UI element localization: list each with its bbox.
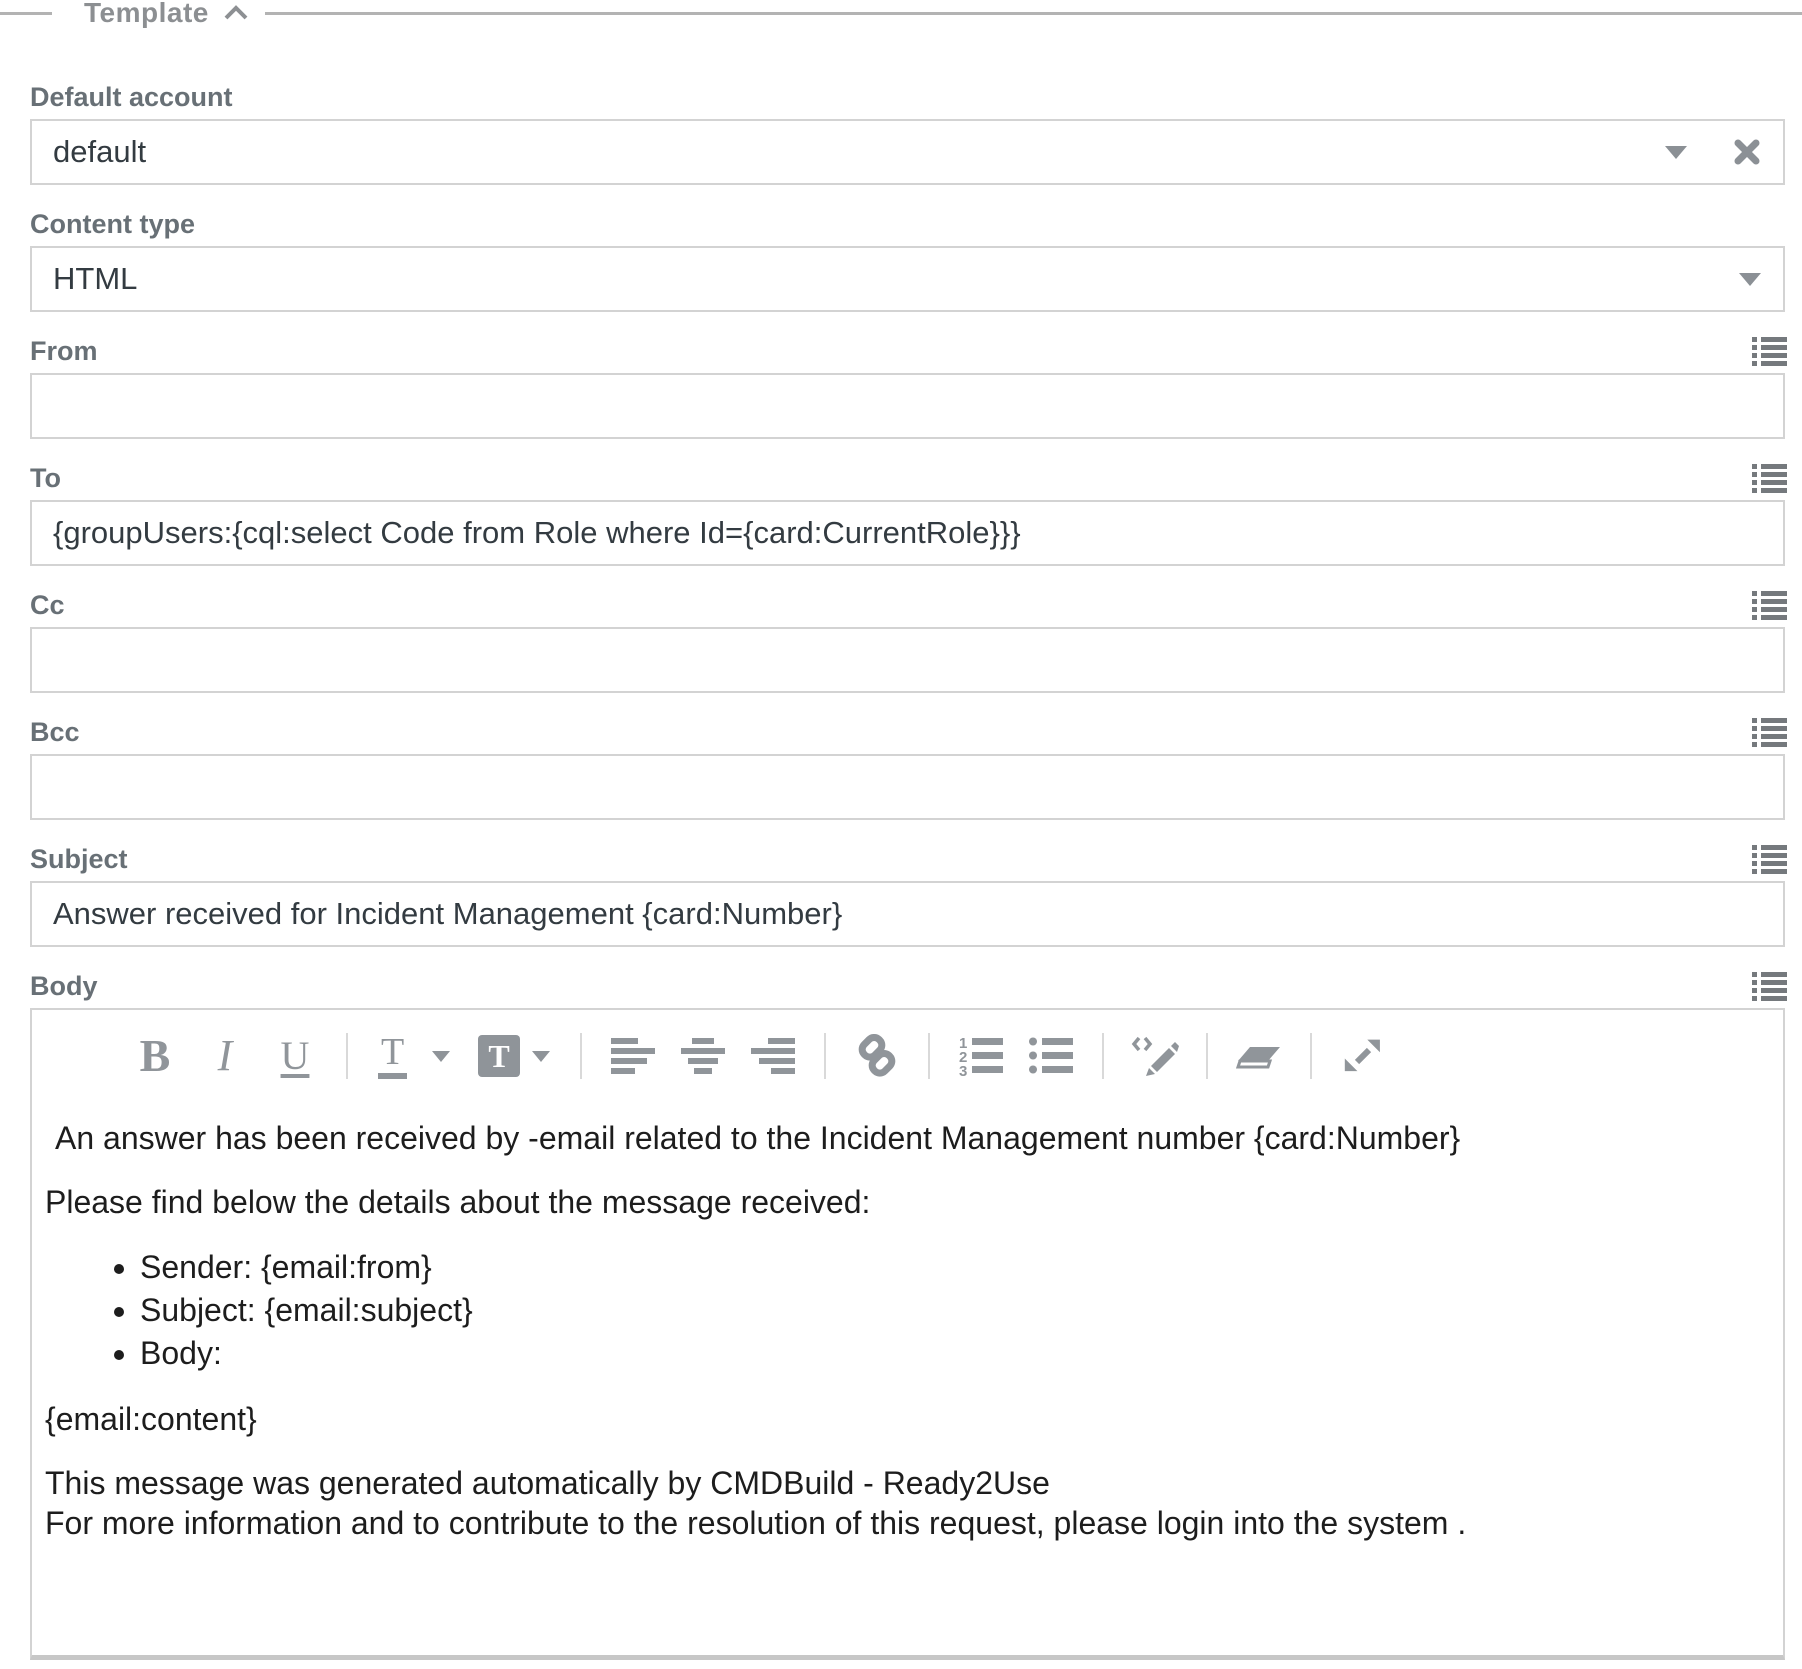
bcc-input[interactable] bbox=[30, 754, 1785, 820]
align-center-icon bbox=[681, 1038, 725, 1074]
from-input[interactable] bbox=[30, 373, 1785, 439]
to-template-vars-list-icon[interactable] bbox=[1752, 464, 1787, 493]
expand-icon bbox=[1343, 1036, 1383, 1076]
link-button[interactable] bbox=[852, 1028, 902, 1084]
svg-text:3: 3 bbox=[959, 1063, 968, 1076]
body-editor-content[interactable] bbox=[32, 1102, 1783, 1655]
content-type-combobox[interactable] bbox=[30, 246, 1785, 312]
underline-button[interactable] bbox=[270, 1028, 320, 1084]
to-label: To bbox=[30, 463, 61, 493]
font-color-icon: T bbox=[378, 1033, 407, 1079]
body-template-vars-list-icon[interactable] bbox=[1752, 972, 1787, 1001]
body-paragraph bbox=[45, 1463, 1759, 1543]
content-type-field bbox=[30, 210, 1785, 312]
toolbar-separator bbox=[580, 1033, 582, 1079]
align-right-button[interactable] bbox=[748, 1028, 798, 1084]
bcc-field bbox=[30, 718, 1785, 820]
from-template-vars-list-icon[interactable] bbox=[1752, 337, 1787, 366]
ordered-list-button[interactable] bbox=[956, 1028, 1006, 1084]
body-text-line: This message was generated automatically by CMDBuild - Ready2Use bbox=[45, 1465, 1050, 1501]
cc-template-vars-list-icon[interactable] bbox=[1752, 591, 1787, 620]
body-paragraph: Please find below the details about the message received: bbox=[45, 1184, 871, 1220]
eraser-icon bbox=[1236, 1039, 1282, 1073]
content-type-label: Content type bbox=[30, 209, 195, 239]
default-account-combobox[interactable] bbox=[30, 119, 1785, 185]
subject-input[interactable] bbox=[30, 881, 1785, 947]
chevron-down-icon bbox=[532, 1051, 550, 1062]
collapse-chevron-icon[interactable] bbox=[223, 5, 249, 21]
chevron-down-icon[interactable] bbox=[1665, 146, 1687, 159]
default-account-label: Default account bbox=[30, 82, 233, 112]
bold-icon: B bbox=[139, 1030, 171, 1081]
fieldset-border-line bbox=[0, 12, 52, 15]
unordered-list-icon bbox=[1029, 1036, 1073, 1076]
ordered-list-icon bbox=[959, 1036, 1003, 1076]
body-label: Body bbox=[30, 971, 98, 1001]
align-right-icon bbox=[751, 1038, 795, 1074]
toolbar-separator bbox=[928, 1033, 930, 1079]
editor-toolbar bbox=[32, 1010, 1783, 1102]
clear-icon[interactable] bbox=[1733, 138, 1761, 166]
bcc-label: Bcc bbox=[30, 717, 80, 747]
align-center-button[interactable] bbox=[678, 1028, 728, 1084]
to-input[interactable] bbox=[30, 500, 1785, 566]
default-account-value: default bbox=[53, 134, 147, 169]
subject-field bbox=[30, 845, 1785, 947]
toolbar-separator bbox=[1102, 1033, 1104, 1079]
align-left-icon bbox=[611, 1038, 655, 1074]
highlight-color-button[interactable] bbox=[474, 1028, 554, 1084]
source-edit-icon bbox=[1131, 1034, 1179, 1078]
bold-button[interactable] bbox=[130, 1028, 180, 1084]
toolbar-separator bbox=[824, 1033, 826, 1079]
link-icon bbox=[855, 1034, 899, 1078]
body-field bbox=[30, 972, 1785, 1660]
fieldset-border-line bbox=[265, 12, 1802, 15]
body-text-line: For more information and to contribute to the resolution of this request, please login into the system . bbox=[45, 1505, 1467, 1541]
toolbar-separator bbox=[346, 1033, 348, 1079]
toolbar-separator bbox=[1206, 1033, 1208, 1079]
italic-icon: I bbox=[217, 1031, 233, 1080]
fieldset-header bbox=[0, 0, 1802, 26]
subject-template-vars-list-icon[interactable] bbox=[1752, 845, 1787, 874]
default-account-field bbox=[30, 83, 1785, 185]
font-color-button[interactable] bbox=[374, 1028, 454, 1084]
content-type-value: HTML bbox=[53, 261, 138, 296]
subject-label: Subject bbox=[30, 844, 128, 874]
chevron-down-icon[interactable] bbox=[1739, 273, 1761, 286]
body-paragraph: An answer has been received by -email related to the Incident Management number {card:Number} bbox=[55, 1120, 1461, 1156]
highlight-color-icon: T bbox=[478, 1035, 520, 1077]
to-field bbox=[30, 464, 1785, 566]
underline-icon: U bbox=[280, 1033, 310, 1078]
italic-button[interactable] bbox=[200, 1028, 250, 1084]
body-bullet-item: • Sender: {email:from} bbox=[140, 1246, 1759, 1289]
cc-label: Cc bbox=[30, 590, 65, 620]
body-rich-text-editor bbox=[30, 1008, 1785, 1660]
svg-text:1: 1 bbox=[959, 1036, 968, 1052]
svg-text:2: 2 bbox=[959, 1049, 968, 1066]
body-bullet-item: • Subject: {email:subject} bbox=[140, 1289, 1759, 1332]
body-bullet-list bbox=[45, 1246, 1759, 1375]
unordered-list-button[interactable] bbox=[1026, 1028, 1076, 1084]
maximize-button[interactable] bbox=[1338, 1028, 1388, 1084]
chevron-down-icon bbox=[432, 1051, 450, 1062]
bcc-template-vars-list-icon[interactable] bbox=[1752, 718, 1787, 747]
clear-formatting-button[interactable] bbox=[1234, 1028, 1284, 1084]
cc-field bbox=[30, 591, 1785, 693]
cc-input[interactable] bbox=[30, 627, 1785, 693]
body-bullet-item: • Body: bbox=[140, 1332, 1759, 1375]
fieldset-legend: Template bbox=[84, 0, 209, 28]
from-label: From bbox=[30, 336, 98, 366]
source-edit-button[interactable] bbox=[1130, 1028, 1180, 1084]
toolbar-separator bbox=[1310, 1033, 1312, 1079]
body-paragraph: {email:content} bbox=[45, 1401, 257, 1437]
from-field bbox=[30, 337, 1785, 439]
align-left-button[interactable] bbox=[608, 1028, 658, 1084]
